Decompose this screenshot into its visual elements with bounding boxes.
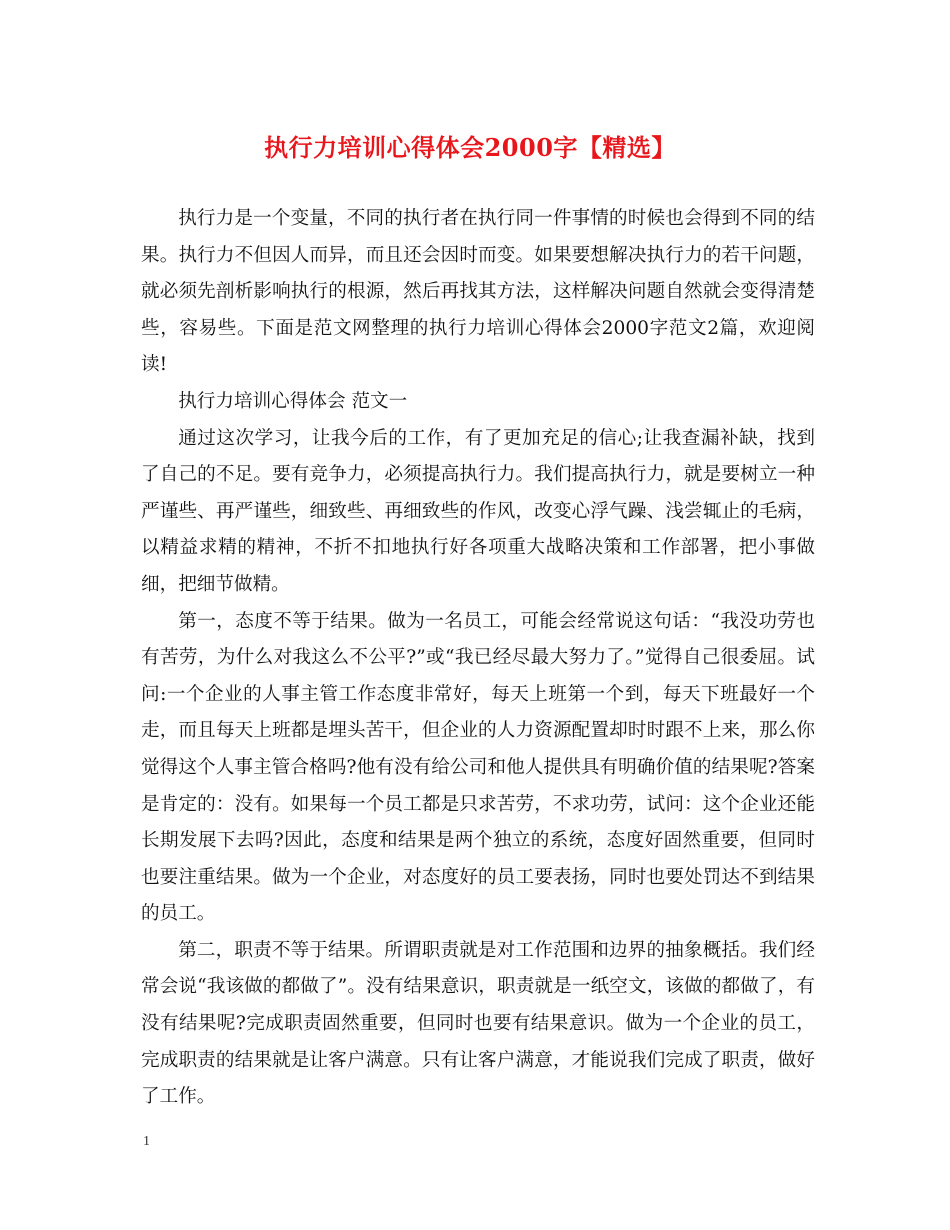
document-body bbox=[141, 201, 815, 1116]
document-title: 执行力培训心得体会2000字【精选】 bbox=[264, 133, 676, 162]
body-paragraph: 第二，职责不等于结果。所谓职责就是对工作范围和边界的抽象概括。我们经常会说“我该做的都做了”。没有结果意识，职责就是一纸空文，该做的都做了，有没有结果呢?完成职责固然重要，但同时也要有结果意识。做为一个企业的员工，完成职责的结果就是让客户满意。只有让客户满意，才能说我们完成了职责，做好了工作。 bbox=[141, 939, 815, 1108]
intro-paragraph: 执行力是一个变量，不同的执行者在执行同一件事情的时候也会得到不同的结果。执行力不但因人而异，而且还会因时而变。如果要想解决执行力的若干问题，就必须先剖析影响执行的根源，然后再找其方法，这样解决问题自然就会变得清楚些，容易些。下面是范文网整理的执行力培训心得体会2000字范文2篇，欢迎阅读! bbox=[141, 208, 815, 376]
body-paragraph: 通过这次学习，让我今后的工作，有了更加充足的信心;让我查漏补缺，找到了自己的不足。要有竞争力，必须提高执行力。我们提高执行力，就是要树立一种严谨些、再严谨些，细致些、再细致些的作风，改变心浮气躁、浅尝辄止的毛病，以精益求精的精神，不折不扣地执行好各项重大战略决策和工作部署，把小事做细，把细节做精。 bbox=[141, 427, 815, 595]
page-number: 1 bbox=[143, 1134, 150, 1149]
section-heading: 执行力培训心得体会 范文一 bbox=[178, 390, 408, 412]
body-paragraph: 第一，态度不等于结果。做为一名员工，可能会经常说这句话：“我没功劳也有苦劳，为什么对我这么不公平?”或“我已经尽最大努力了。”觉得自己很委屈。试问:一个企业的人事主管工作态度非常好，每天上班第一个到，每天下班最好一个走，而且每天上班都是埋头苦干，但企业的人力资源配置却时时跟不上来，那么你觉得这个人事主管合格吗?他有没有给公司和他人提供具有明确价值的结果呢?答案是肯定的：没有。如果每一个员工都是只求苦劳，不求功劳，试问：这个企业还能长期发展下去吗?因此，态度和结果是两个独立的系统，态度好固然重要，但同时也要注重结果。做为一个企业，对态度好的员工要表扬，同时也要处罚达不到结果的员工。 bbox=[141, 610, 815, 925]
